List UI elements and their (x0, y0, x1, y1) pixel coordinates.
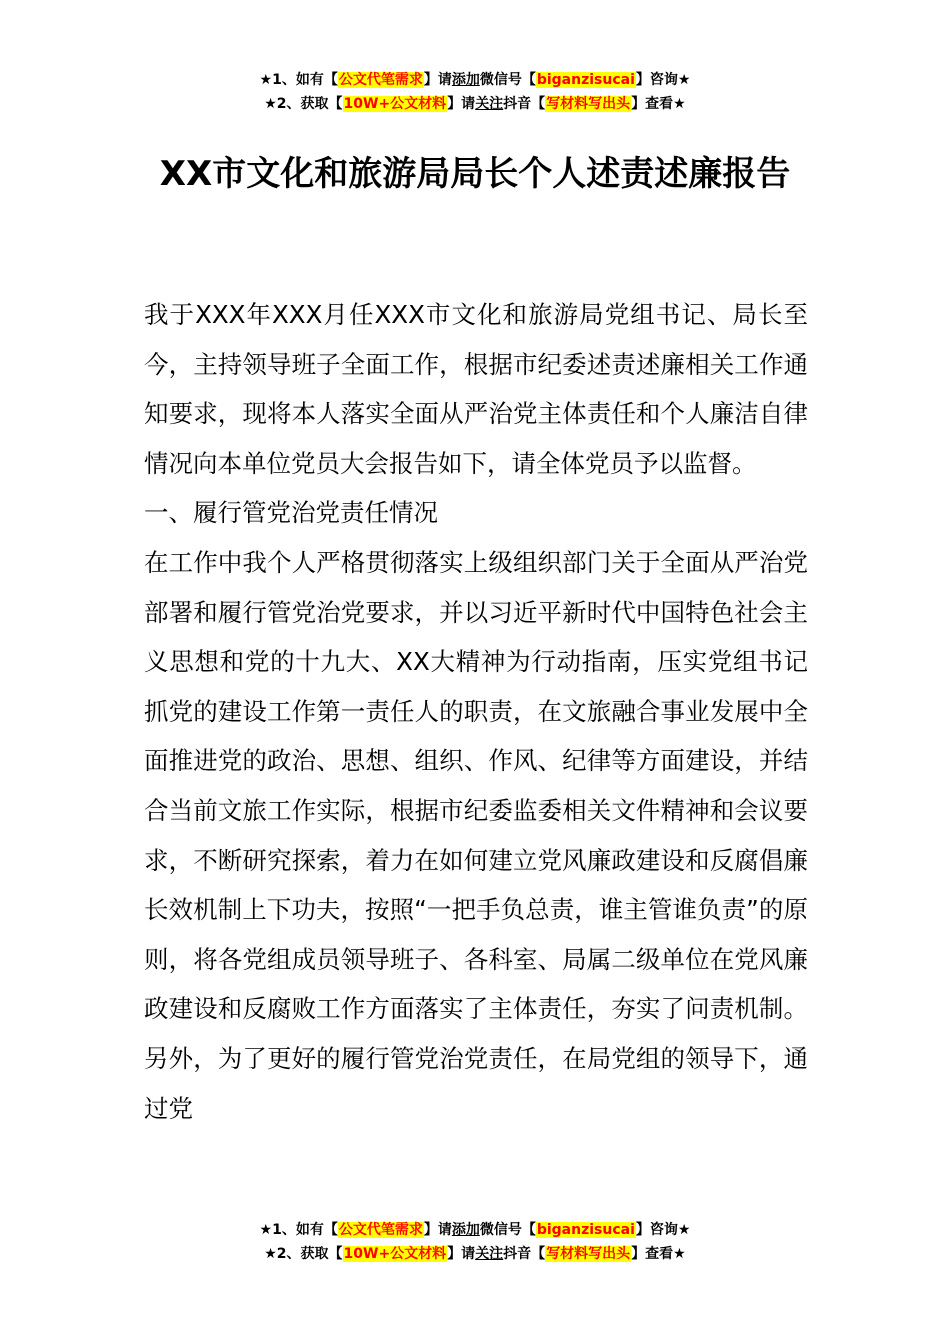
banner-text: ★1、如有【 (259, 1222, 338, 1238)
banner-text: 抖音【 (503, 96, 546, 112)
underlined-text: 添加 (451, 72, 480, 88)
douyin-id: 写材料写出头 (546, 96, 631, 112)
header-banner (0, 68, 950, 116)
banner-text: 】请 (447, 96, 476, 112)
paragraph-section-1: 在工作中我个人严格贯彻落实上级组织部门关于全面从严治党部署和履行管党治党要求，并以习近平新时代中国特色社会主义思想和党的十九大、XX大精神为行动指南，压实党组书记抓党的建设工作第一责任人的职责，在文旅融合事业发展中全面推进党的政治、思想、组织、作风、纪律等方面建设，并结合当前文旅工作实际，根据市纪委监委相关文件精神和会议要求，不断研究探索，着力在如何建立党风廉政建设和反腐倡廉长效机制上下功夫，按照“一把手负总责，谁主管谁负责”的原则，将各党组成员领导班子、各科室、局属二级单位在党风廉政建设和反腐败工作方面落实了主体责任，夯实了问责机制。另外，为了更好的履行管党治党责任，在局党组的领导下，通过党 (144, 547, 808, 1123)
banner-line-1 (0, 1218, 950, 1242)
banner-text: 】请 (447, 1246, 476, 1262)
footer-banner (0, 1218, 950, 1266)
document-body (144, 290, 808, 1133)
banner-line-2 (0, 92, 950, 116)
douyin-id: 写材料写出头 (546, 1246, 631, 1262)
banner-text: 】请 (423, 72, 452, 88)
paragraph-intro: 我于XXX年XXX月任XXX市文化和旅游局党组书记、局长至今，主持领导班子全面工作，根据市纪委述责述廉相关工作通知要求，现将本人落实全面从严治党主体责任和个人廉洁自律情况向本单位党员大会报告如下，请全体党员予以监督。 (144, 300, 808, 478)
banner-text: 微信号【 (479, 1222, 536, 1238)
underlined-text: 关注 (475, 96, 504, 112)
highlight-text: 10W+公文材料 (343, 96, 447, 112)
banner-text: ★2、获取【 (264, 1246, 343, 1262)
banner-line-2 (0, 1242, 950, 1266)
banner-text: 微信号【 (479, 72, 536, 88)
banner-text: ★1、如有【 (259, 72, 338, 88)
banner-text: 抖音【 (503, 1246, 546, 1262)
banner-text: 】咨询★ (635, 1222, 691, 1238)
banner-text: 】请 (423, 1222, 452, 1238)
banner-text: 】查看★ (631, 1246, 686, 1262)
highlight-text: 公文代笔需求 (338, 72, 423, 88)
document-title: XX市文化和旅游局局长个人述责述廉报告 (159, 154, 791, 194)
underlined-text: 添加 (451, 1222, 480, 1238)
underlined-text: 关注 (475, 1246, 504, 1262)
banner-text: 】咨询★ (635, 72, 691, 88)
banner-text: ★2、获取【 (264, 96, 343, 112)
banner-text: 】查看★ (631, 96, 686, 112)
highlight-text: 公文代笔需求 (338, 1222, 423, 1238)
wechat-id: biganzisucai (536, 1222, 635, 1238)
banner-line-1 (0, 68, 950, 92)
highlight-text: 10W+公文材料 (343, 1246, 447, 1262)
wechat-id: biganzisucai (536, 72, 635, 88)
section-heading: 一、履行管党治党责任情况 (144, 498, 438, 528)
